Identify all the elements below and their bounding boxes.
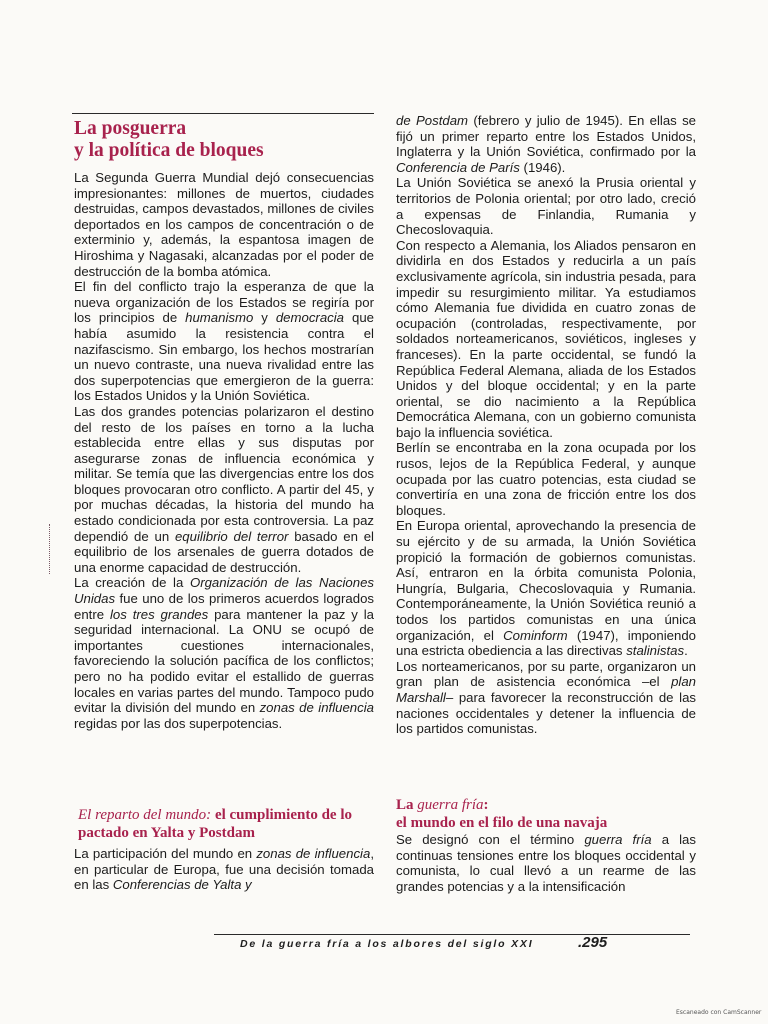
page-title: [74, 118, 374, 162]
paragraph-onu: La creación de la Organización de las Naciones Unidas fue uno de los primeros acuerdos logrados entre los tres grandes para mantener la paz y la seguridad internacional. La ONU se ocupó de importantes cuestiones internacionales, favoreciendo la solución pacífica de los conflictos; pero no ha podido evitar el estallido de guerras locales en varias partes del mundo. Tampoco pudo evitar la división del mundo en zonas de influencia regidas por las dos superpotencias.: [74, 575, 375, 731]
paragraph-berlin: Berlín se encontraba en la zona ocupada por los rusos, lejos de la República Federal, y aunque ocupada por las cuatro potencias, esta ciudad se convertiría en una zona de fricción entre los dos bloques.: [396, 440, 696, 518]
margin-dotted-line: [49, 524, 53, 574]
subheading-guerra-fria: La guerra fría: el mundo en el filo de una navaja: [396, 797, 608, 831]
paragraph-annexation: La Unión Soviética se anexó la Prusia oriental y territorios de Polonia oriental; por otro lado, creció a expensas de Finlandia, Rumania y Checoslovaquia.: [396, 175, 696, 238]
paragraph-marshall: Los norteamericanos, por su parte, organizaron un gran plan de asistencia económica –el plan Marshall– para favorecer la reconstrucción de las naciones occidentales y detener la influencia de los partidos comunistas.: [396, 658, 696, 737]
running-footer: De la guerra fría a los albores del siglo XXI: [240, 938, 534, 950]
scanner-watermark: Escaneado con CamScanner: [676, 1009, 762, 1016]
paragraph-reparto: La participación del mundo en zonas de influencia, en particular de Europa, fue una decisión tomada en las Conferencias de Yalta y: [74, 846, 374, 893]
right-column-body-end: [396, 832, 696, 894]
paragraph-guerra-fria: Se designó con el término guerra fría a las continuas tensiones entre los bloques occidental y comunista, lo cual llevó a un rearme de las grandes potencias y a la intensificación: [396, 832, 696, 894]
paragraph-postdam: de Postdam (febrero y julio de 1945). En ellas se fijó un primer reparto entre los Estados Unidos, Inglaterra y la Unión Soviética, confirmado por la Conferencia de París (1946).: [396, 113, 697, 175]
footer-rule: [214, 934, 690, 935]
left-column-body: [74, 170, 374, 731]
subheading-reparto: El reparto del mundo: el cumplimiento de lo pactado en Yalta y Postdam: [78, 807, 353, 841]
left-column-body-end: [74, 846, 374, 893]
title-line-2: y la política de bloques: [74, 140, 264, 161]
title-line-1: La posguerra: [74, 118, 187, 139]
top-rule: [72, 113, 374, 114]
paragraph-germany: Con respecto a Alemania, los Aliados pensaron en dividirla en dos Estados y reducirla a un país exclusivamente agrícola, sin industria pesada, para impedir su resurgimiento militar. Ya estudiamos cómo Alemania fue dividida en cuatro zonas de ocupación (controladas, respectivamente, por soldados norteamericanos, soviéticos, ingleses y franceses). En la parte occidental, se fundó la República Federal Alemana, aliada de los Estados Unidos y del bloque occidental; y en la parte oriental, se dio nacimiento a la República Democrática Alemana, con un gobierno comunista bajo la influencia soviética.: [396, 237, 696, 440]
right-column-body: [396, 113, 696, 737]
paragraph-consequences: La Segunda Guerra Mundial dejó consecuencias impresionantes: millones de muertos, ciudades destruidas, campos devastados, millones de civiles deportados en los campos de concentración o de exterminio y, además, la espantosa imagen de Hiroshima y Nagasaki, alcanzadas por el poder de destrucción de la bomba atómica.: [74, 170, 374, 279]
page-number: .295: [578, 934, 608, 951]
paragraph-polarization: Las dos grandes potencias polarizaron el destino del resto de los países en torno a la lucha establecida entre ellas y sus disputas por asegurarse zonas de influencia económica y militar. Se temía que las divergencias entre los dos bloques provocaran otro conflicto. A partir del 45, y por muchas décadas, la historia del mundo ha estado condicionada por esta controversia. La paz dependió de un equilibrio del terror basado en el equilibrio de los arsenales de guerra dotados de una enorme capacidad de destrucción.: [74, 403, 374, 575]
paragraph-eastern-europe: En Europa oriental, aprovechando la presencia de su ejército y de su armada, la Unión Soviética propició la formación de gobiernos comunistas. Así, entraron en la órbita comunista Polonia, Hungría, Bulgaria, Checoslovaquia y Rumania. Contemporáneamente, la Unión Soviética reunió a todos los partidos comunistas en una única organización, el Cominform (1947), imponiendo una estricta obediencia a las directivas stalinistas.: [396, 518, 696, 659]
paragraph-hope: El fin del conflicto trajo la esperanza de que la nueva organización de los Estados se regiría por los principios de humanismo y democracia que había asumido la resistencia contra el nazifascismo. Sin embargo, los hechos mostrarían un nuevo contraste, una nueva rivalidad entre las dos superpotencias que emergieron de la guerra: los Estados Unidos y la Unión Soviética.: [74, 279, 374, 404]
